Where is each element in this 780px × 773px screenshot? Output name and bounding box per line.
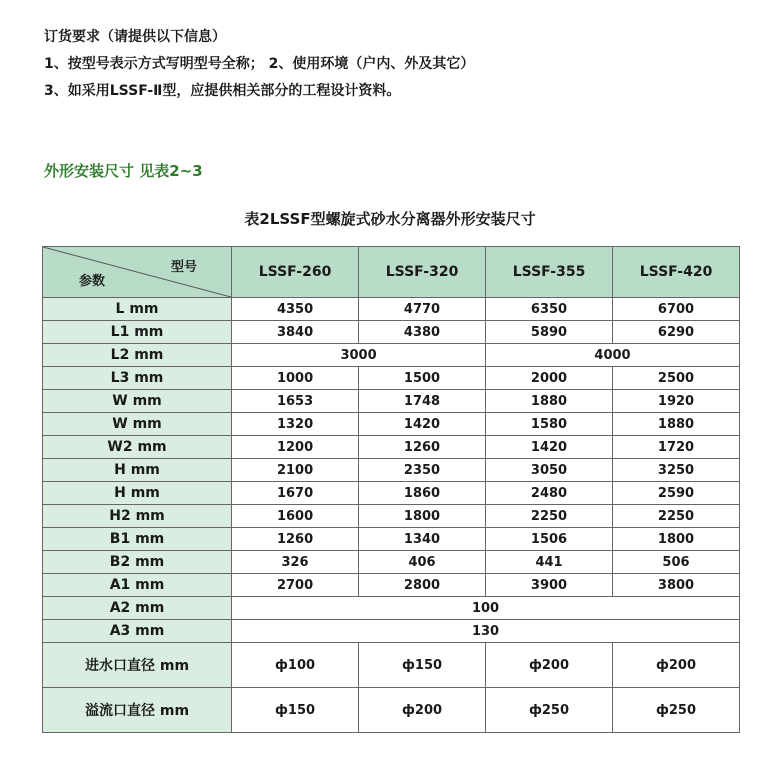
row-label: H2 mm (43, 505, 232, 528)
table-row (43, 367, 740, 390)
row-label: W mm (43, 413, 232, 436)
row-label: L2 mm (43, 344, 232, 367)
row-label: A1 mm (43, 574, 232, 597)
order-requirements (44, 24, 474, 105)
cell-value: 2480 (486, 482, 613, 505)
section-title: 外形安装尺寸 见表2~3 (44, 162, 203, 180)
cell-value: 2000 (486, 367, 613, 390)
table-row (43, 688, 740, 733)
row-label: W mm (43, 390, 232, 413)
cell-value: 2590 (613, 482, 740, 505)
cell-value: 2500 (613, 367, 740, 390)
cell-value: 1420 (486, 436, 613, 459)
model-header-1: LSSF-260 (232, 247, 359, 298)
cell-value: 3050 (486, 459, 613, 482)
cell-value: ф200 (359, 688, 486, 733)
cell-value: 1420 (359, 413, 486, 436)
table-row (43, 321, 740, 344)
cell-value: 1000 (232, 367, 359, 390)
row-label: L3 mm (43, 367, 232, 390)
cell-value: 1506 (486, 528, 613, 551)
row-label: B1 mm (43, 528, 232, 551)
cell-value: ф250 (613, 688, 740, 733)
table-row (43, 298, 740, 321)
table-row (43, 413, 740, 436)
cell-value: 1500 (359, 367, 486, 390)
cell-value: 3900 (486, 574, 613, 597)
table-row (43, 620, 740, 643)
cell-value: 3250 (613, 459, 740, 482)
cell-value: 3840 (232, 321, 359, 344)
cell-value: ф150 (359, 643, 486, 688)
model-header-2: LSSF-320 (359, 247, 486, 298)
row-label: W2 mm (43, 436, 232, 459)
cell-value: 1880 (613, 413, 740, 436)
cell-value: 1340 (359, 528, 486, 551)
cell-value: 2250 (613, 505, 740, 528)
corner-model-label: 型号 (171, 260, 198, 275)
row-label: H mm (43, 482, 232, 505)
table-row (43, 528, 740, 551)
cell-value: 1860 (359, 482, 486, 505)
model-header-3: LSSF-355 (486, 247, 613, 298)
table-row (43, 574, 740, 597)
cell-value-merged: 4000 (486, 344, 740, 367)
table-row (43, 459, 740, 482)
cell-value: 1260 (359, 436, 486, 459)
cell-value: 1580 (486, 413, 613, 436)
table-row (43, 551, 740, 574)
table-row (43, 505, 740, 528)
row-label: L1 mm (43, 321, 232, 344)
cell-value-merged: 3000 (232, 344, 486, 367)
cell-value: 1748 (359, 390, 486, 413)
spec-table (42, 246, 740, 733)
row-label: L mm (43, 298, 232, 321)
order-item-3: 3、如采用LSSF-Ⅱ型，应提供相关部分的工程设计资料。 (44, 83, 401, 99)
cell-value: ф200 (613, 643, 740, 688)
cell-value-merged: 130 (232, 620, 740, 643)
model-header-4: LSSF-420 (613, 247, 740, 298)
cell-value: 6290 (613, 321, 740, 344)
cell-value: 2100 (232, 459, 359, 482)
cell-value: ф150 (232, 688, 359, 733)
cell-value: 506 (613, 551, 740, 574)
row-label: A3 mm (43, 620, 232, 643)
table-row (43, 390, 740, 413)
cell-value: 1880 (486, 390, 613, 413)
row-label: 进水口直径 mm (43, 643, 232, 688)
cell-value: ф250 (486, 688, 613, 733)
table-caption: 表2LSSF型螺旋式砂水分离器外形安装尺寸 (244, 210, 536, 228)
row-label: A2 mm (43, 597, 232, 620)
table-header-row (43, 247, 740, 298)
cell-value: 1800 (613, 528, 740, 551)
corner-param-label: 参数 (79, 274, 106, 289)
table-row (43, 597, 740, 620)
cell-value: 2250 (486, 505, 613, 528)
cell-value: 1800 (359, 505, 486, 528)
cell-value: 1320 (232, 413, 359, 436)
cell-value: ф100 (232, 643, 359, 688)
cell-value: 441 (486, 551, 613, 574)
order-heading: 订货要求（请提供以下信息） (44, 29, 226, 45)
cell-value: 6700 (613, 298, 740, 321)
table-row (43, 344, 740, 367)
cell-value: 1600 (232, 505, 359, 528)
table-row (43, 482, 740, 505)
cell-value: 1653 (232, 390, 359, 413)
table-row (43, 643, 740, 688)
cell-value: 5890 (486, 321, 613, 344)
cell-value: 2350 (359, 459, 486, 482)
row-label: B2 mm (43, 551, 232, 574)
cell-value: 6350 (486, 298, 613, 321)
cell-value: ф200 (486, 643, 613, 688)
cell-value: 406 (359, 551, 486, 574)
cell-value: 3800 (613, 574, 740, 597)
row-label: 溢流口直径 mm (43, 688, 232, 733)
cell-value: 1200 (232, 436, 359, 459)
cell-value: 4380 (359, 321, 486, 344)
cell-value: 2800 (359, 574, 486, 597)
table-row (43, 436, 740, 459)
order-item-1-2: 1、按型号表示方式写明型号全称； 2、使用环境（户内、外及其它） (44, 56, 475, 72)
diagonal-divider (43, 247, 231, 297)
cell-value: 326 (232, 551, 359, 574)
cell-value: 1720 (613, 436, 740, 459)
cell-value: 4350 (232, 298, 359, 321)
cell-value-merged: 100 (232, 597, 740, 620)
cell-value: 1260 (232, 528, 359, 551)
cell-value: 1670 (232, 482, 359, 505)
cell-value: 1920 (613, 390, 740, 413)
corner-header-cell (43, 247, 232, 298)
cell-value: 4770 (359, 298, 486, 321)
cell-value: 2700 (232, 574, 359, 597)
row-label: H mm (43, 459, 232, 482)
